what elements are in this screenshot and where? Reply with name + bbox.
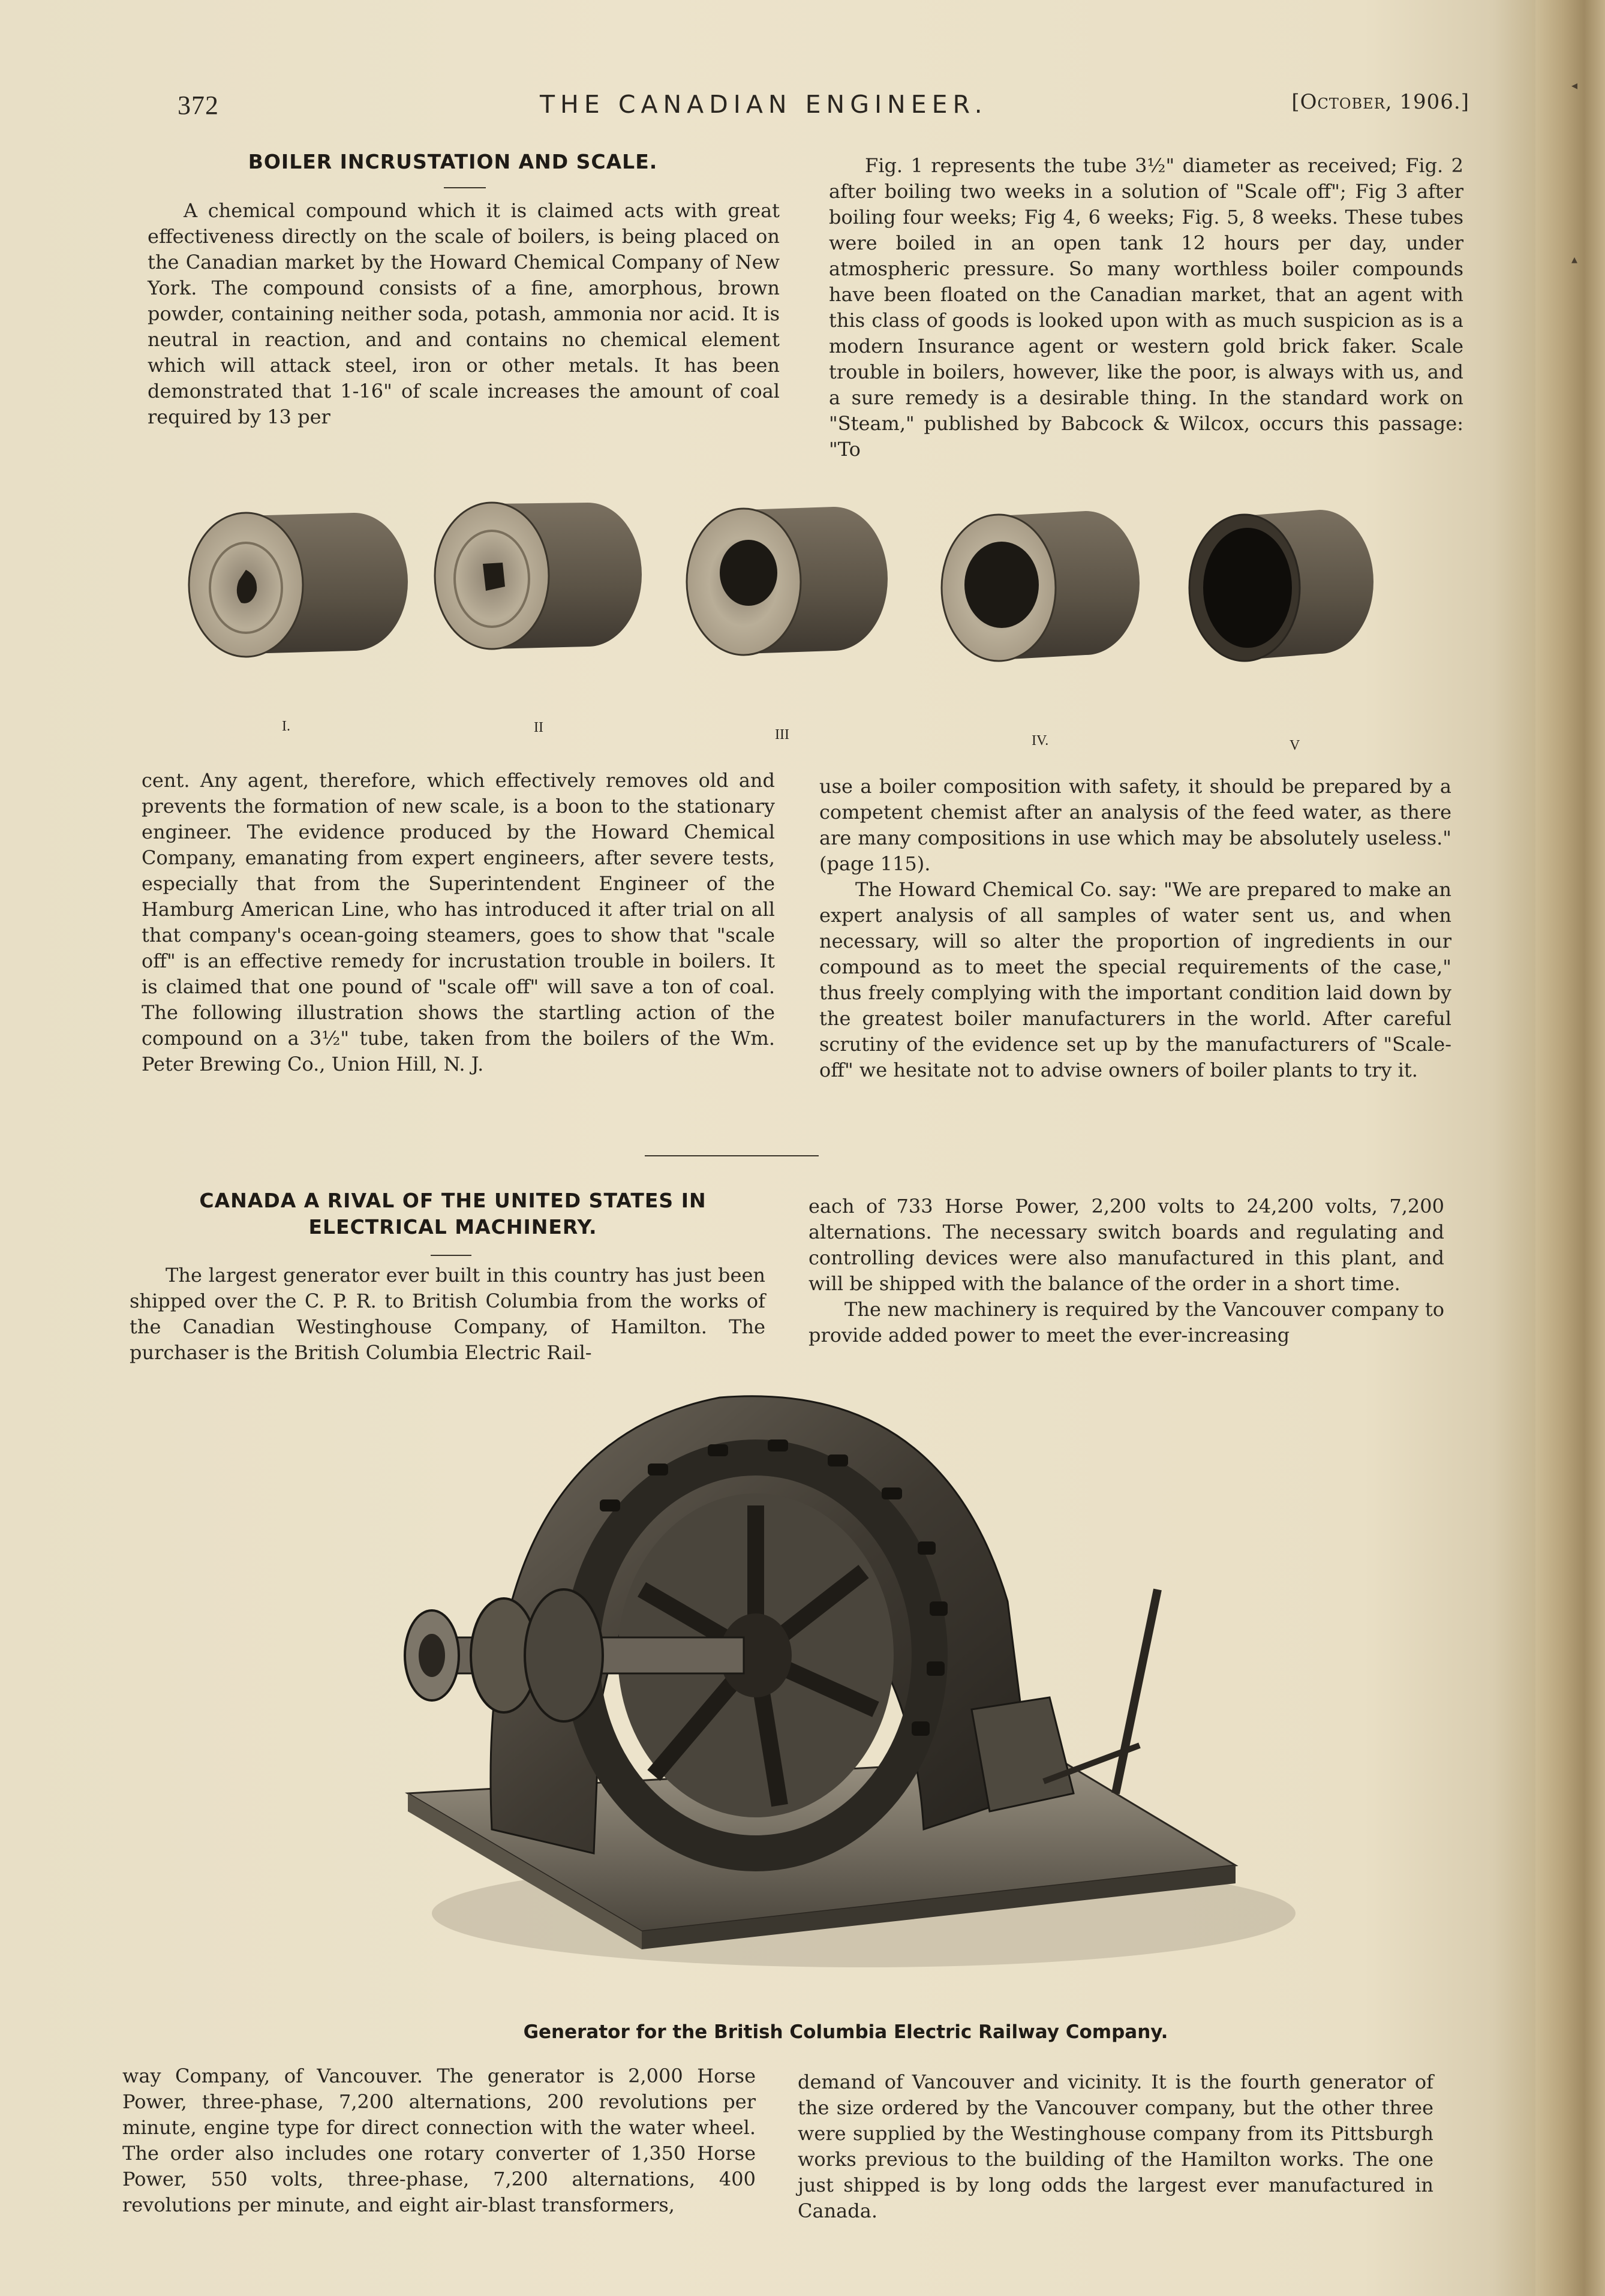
paragraph: The new machinery is required by the Vancouver company to provide added power to meet the ever-increasing — [808, 1298, 1444, 1347]
figure-caption: Generator for the British Columbia Electric Railway Company. — [523, 2021, 1168, 2043]
paragraph: The largest generator ever built in this country has just been shipped over the C. P. R. to British Columbia from the works of the Canadian Westinghouse Company, of Hamilton. The purchaser is the British Columbia Electric Rail- — [130, 1264, 765, 1364]
tube-fig-4 — [942, 511, 1140, 661]
fig-label-5: V — [1290, 738, 1300, 753]
gutter-mark: ◂ — [1571, 78, 1578, 92]
page-gutter — [1535, 0, 1605, 2296]
article-text-col1-top — [130, 1263, 765, 1366]
tube-fig-2 — [435, 503, 642, 649]
paragraph: Fig. 1 represents the tube 3½" diameter as received; Fig. 2 after boiling two weeks in a solution of "Scale off"; Fig 3 after boiling four weeks; Fig 4, 6 weeks; Fig. 5, 8 weeks. These tubes were boiled in an open tank 12 hours per day, under atmospheric pressure. So many worthless boiler compounds have been floated on the Canadian market, that an agent with this class of goods is looked upon with as much suspicion as is a modern Insurance agent or western gold brick faker. Scale trouble in boilers, however, like the poor, is always with us, and a sure remedy is a desirable thing. In the standard work on "Steam," published by Babcock & Wilcox, occurs this passage: "To — [829, 154, 1463, 461]
title-rule — [431, 1255, 471, 1256]
article-text-col2-top — [829, 153, 1463, 462]
section-divider — [645, 1155, 819, 1156]
page-number: 372 — [178, 91, 219, 120]
tube-fig-3 — [687, 507, 888, 655]
article-title — [132, 1188, 774, 1240]
title-line: CANADA A RIVAL OF THE UNITED STATES IN — [199, 1189, 707, 1212]
paragraph: demand of Vancouver and vicinity. It is the fourth generator of the size ordered by the Vancouver company, but the other three were supplied by the Westinghouse company from its Pittsburgh works previous to the building of the Hamilton works. The one just shipped is by long odds the largest ever manufactured in Canada. — [798, 2070, 1433, 2222]
title-line: ELECTRICAL MACHINERY. — [308, 1215, 597, 1239]
article-text-col1-top — [148, 198, 780, 430]
paragraph: way Company, of Vancouver. The generator is 2,000 Horse Power, three-phase, 7,200 alternations, 200 revolutions per minute, engine type for direct connection with the water wheel. The order also includes one rotary converter of 1,350 Horse Power, 550 volts, three-phase, 7,200 alternations, 400 revolutions per minute, and eight air-blast transformers, — [122, 2064, 756, 2216]
scale-tubes-figure — [174, 492, 1439, 762]
article-text-col1-bottom — [122, 2063, 756, 2218]
paragraph: A chemical compound which it is claimed acts with great effectiveness directly on the scale of boilers, is being placed on the Canadian market by the Howard Chemical Company of New York. The compound consists of a fine, amorphous, brown powder, containing neither soda, potash, ammonia nor acid. It is neutral in reaction, and and contains no chemical element which will attack steel, iron or other metals. It has been demonstrated that 1-16" of scale increases the amount of coal required by 13 per — [148, 199, 780, 428]
article-text-col1-bottom — [142, 768, 775, 1077]
article-title: BOILER INCRUSTATION AND SCALE. — [248, 150, 658, 173]
fig-label-3: III — [775, 727, 789, 743]
tube-fig-5 — [1189, 510, 1373, 661]
generator-illustration — [384, 1374, 1332, 1985]
gutter-mark: ▴ — [1571, 252, 1578, 266]
article-text-col2-bottom — [798, 2069, 1433, 2224]
paragraph: The Howard Chemical Co. say: "We are prepared to make an expert analysis of all samples of water sent us, and when necessary, will so alter the proportion of ingredients in our compound as to meet the special requirements of the case," thus freely complying with the important condition laid down by the greatest boiler manufacturers in the world. After careful scrutiny of the evidence set up by the manufacturers of "Scale-off" we hesitate not to advise owners of boiler plants to try it. — [819, 878, 1451, 1081]
fig-label-2: II — [534, 720, 543, 735]
fig-label-1: I. — [282, 719, 290, 734]
issue-date: [October, 1906.] — [1291, 90, 1469, 114]
paragraph: use a boiler composition with safety, it should be prepared by a competent chemist after an analysis of the feed water, as there are many compositions in use which may be absolutely useless." (page 115). — [819, 775, 1451, 875]
journal-title: THE CANADIAN ENGINEER. — [540, 90, 988, 119]
article-text-col2-top — [808, 1194, 1444, 1348]
paragraph: each of 733 Horse Power, 2,200 volts to 24,200 volts, 7,200 alternations. The necessary switch boards and regulating and controlling devices were also manufactured in this plant, and will be shipped with the balance of the order in a short time. — [808, 1195, 1444, 1295]
article-text-col2-bottom — [819, 774, 1451, 1083]
paragraph: cent. Any agent, therefore, which effectively removes old and prevents the formation of new scale, is a boon to the stationary engineer. The evidence produced by the Howard Chemical Company, emanating from expert engineers, after severe tests, especially that from the Superintendent Engineer of the Hamburg American Line, who has introduced it after trial on all that company's ocean-going steamers, goes to show that "scale off" is an effective remedy for incrustation trouble in boilers. It is claimed that one pound of "scale off" will save a ton of coal. The following illustration shows the startling action of the compound on a 3½" tube, taken from the boilers of the Wm. Peter Brewing Co., Union Hill, N. J. — [142, 769, 775, 1075]
title-rule — [444, 187, 486, 188]
tube-fig-1 — [189, 513, 408, 657]
fig-label-4: IV. — [1032, 733, 1049, 749]
